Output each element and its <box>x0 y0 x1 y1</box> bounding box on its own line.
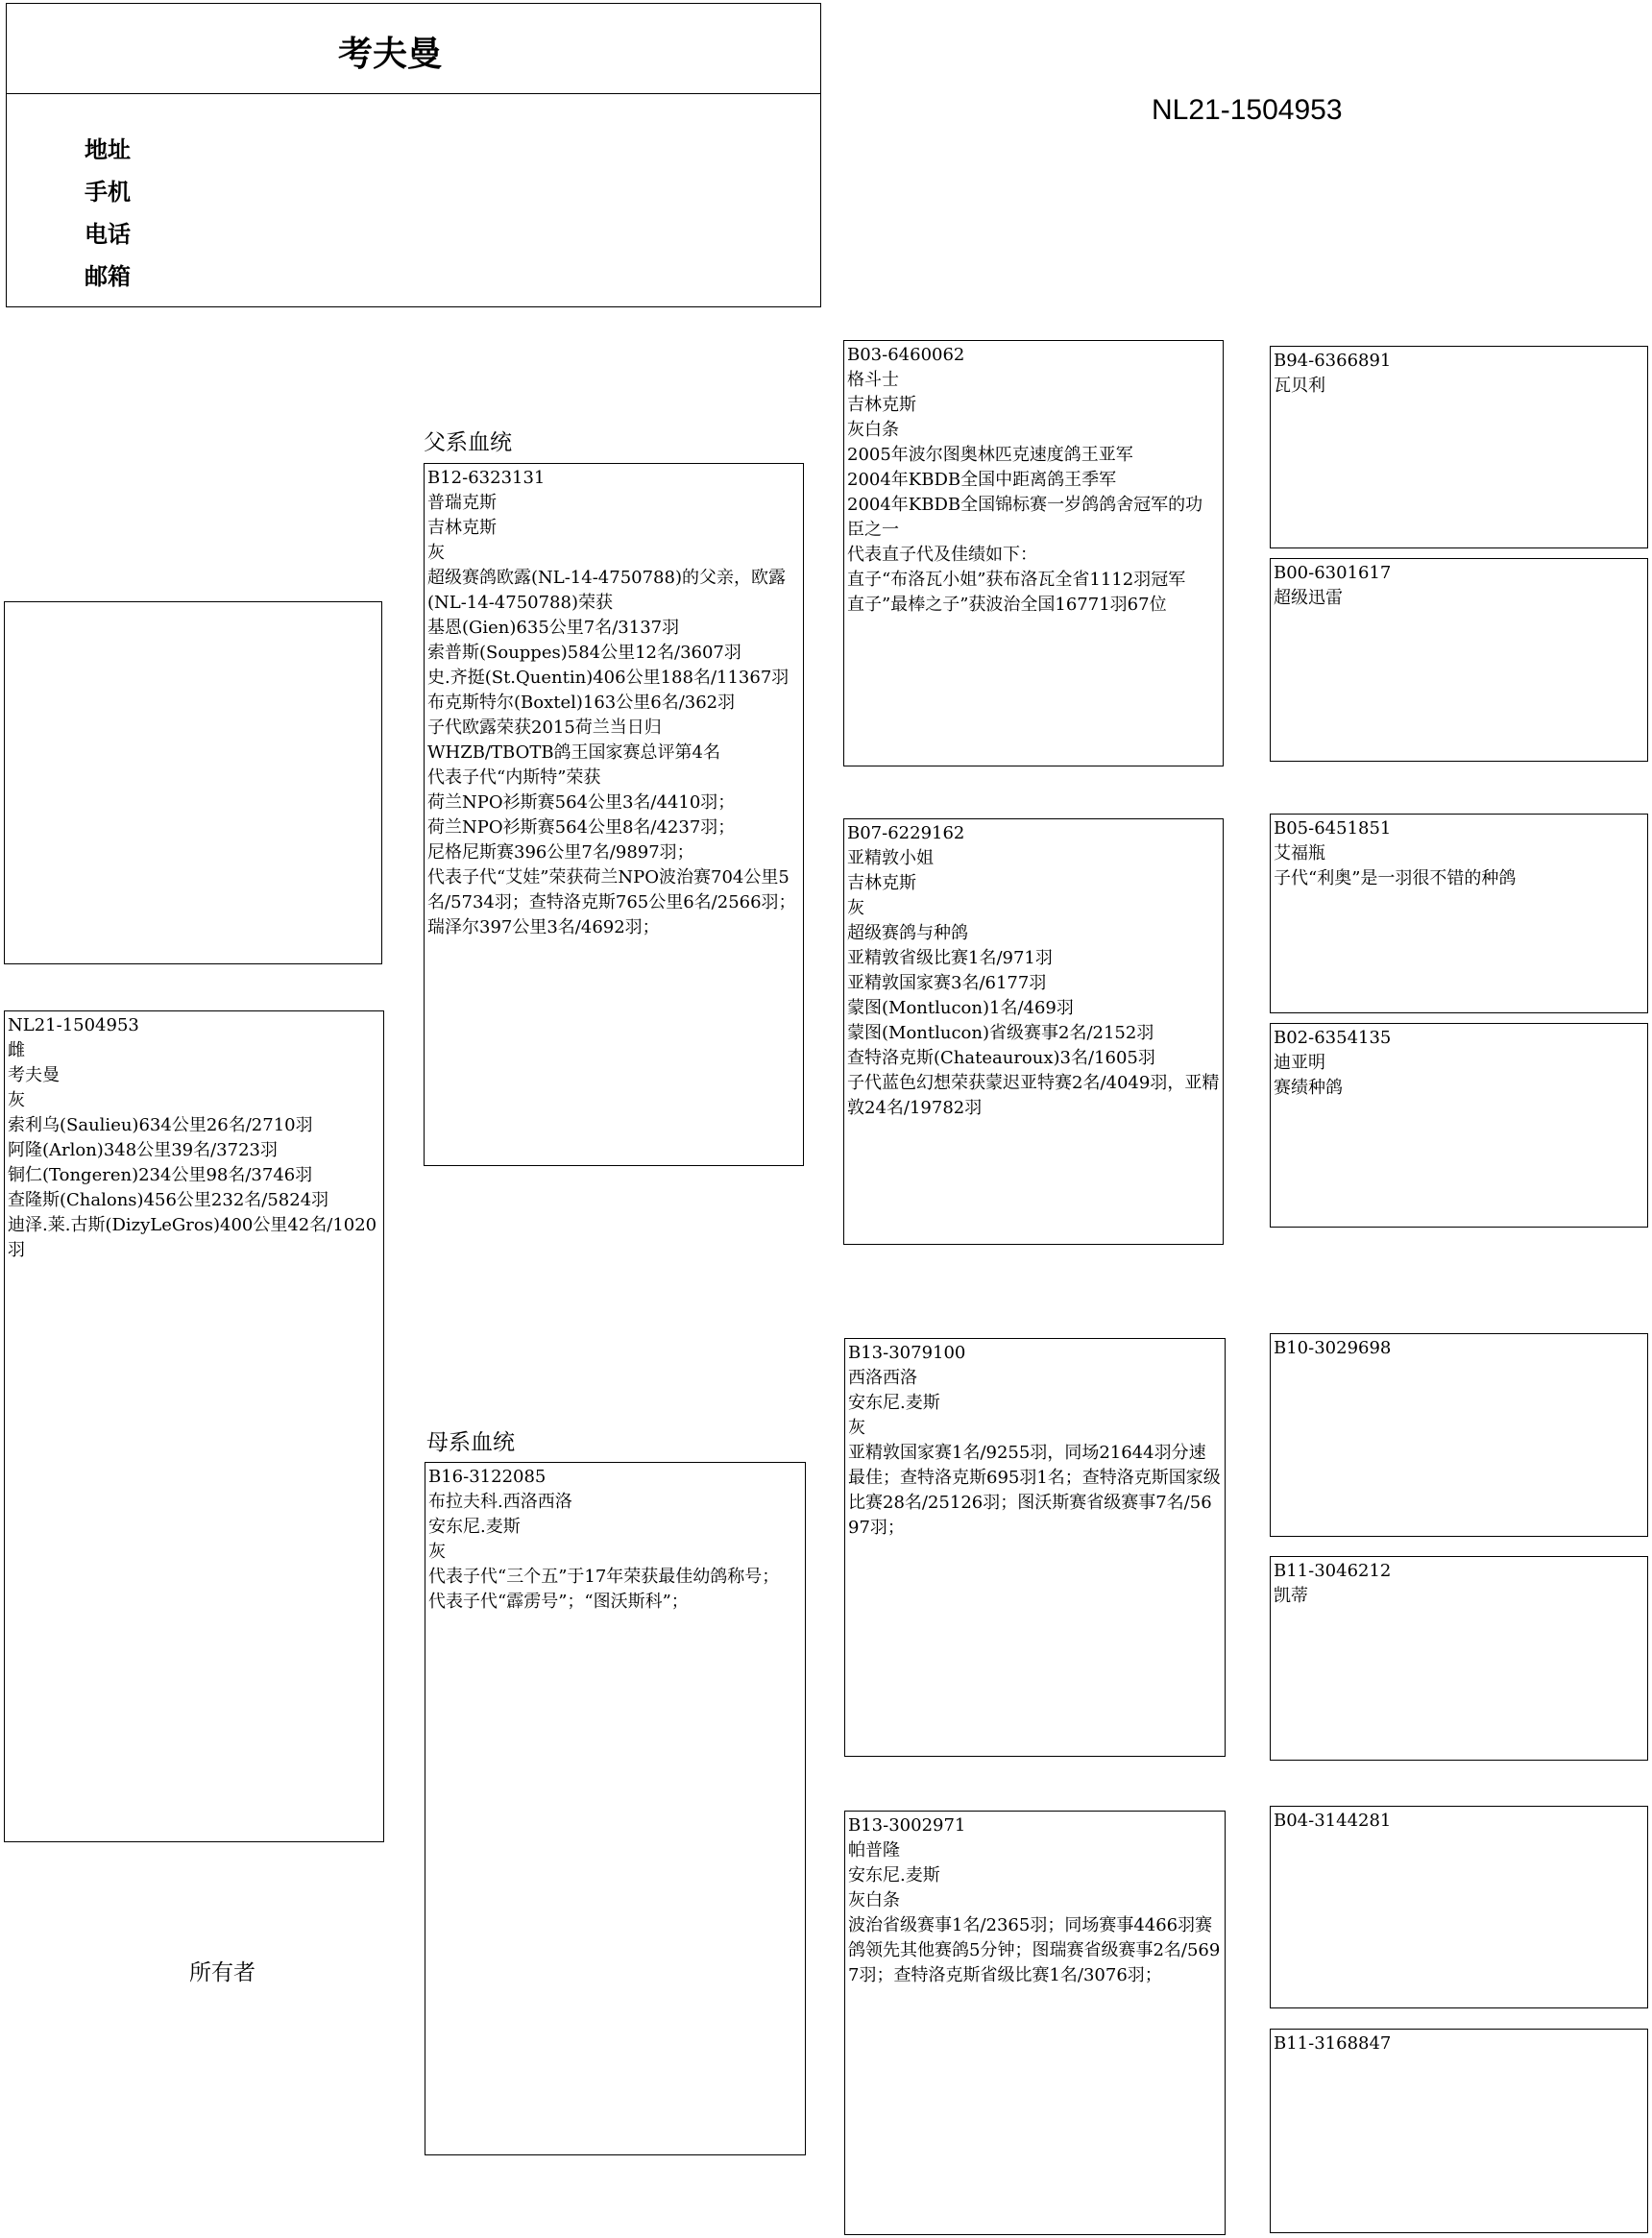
contact-fields <box>85 129 131 298</box>
pedigree-line: 2004年KBDB全国中距离鸽王季军 <box>847 470 1117 490</box>
owner-name-title: 考夫曼 <box>338 35 443 74</box>
pedigree-line: 西洛西洛 <box>848 1368 917 1388</box>
owner-label: 所有者 <box>189 1960 255 1985</box>
dam-sire-card <box>844 1338 1226 1757</box>
ring-number-text: B11-3046212 <box>1274 1561 1392 1581</box>
pedigree-line: WHZB/TBOTB鸽王国家赛总评第4名 <box>427 742 721 763</box>
phone-label: 电话 <box>85 221 131 248</box>
photo-frame <box>4 601 382 964</box>
pedigree-line: 蒙图(Montlucon)省级赛事2名/2152羽 <box>847 1023 1154 1043</box>
pedigree-line: 艾福瓶 <box>1274 843 1325 864</box>
pedigree-line: 荷兰NPO衫斯赛564公里3名/4410羽； <box>427 792 736 813</box>
pedigree-line: 考夫曼 <box>8 1065 60 1085</box>
pedigree-line: 代表直子代及佳绩如下： <box>847 545 1037 565</box>
ring-number-text: B13-3002971 <box>848 1815 966 1836</box>
pedigree-line: 亚精敦国家赛1名/9255羽，同场21644羽分速最佳；查特洛克斯695羽1名；查特洛克斯国家级比赛28名/25126羽；图沃斯赛省级赛事7名/5697羽； <box>848 1443 1221 1538</box>
pedigree-line: 赛绩种鸽 <box>1274 1078 1343 1098</box>
pedigree-line: 查特洛克斯(Chateauroux)3名/1605羽 <box>847 1048 1155 1068</box>
gg-card-8 <box>1270 2029 1648 2233</box>
gg-card-6 <box>1270 1556 1648 1761</box>
pedigree-line: 格斗士 <box>847 370 899 390</box>
gg-card-2 <box>1270 558 1648 762</box>
gg-card-4 <box>1270 1023 1648 1228</box>
ring-number-text: B10-3029698 <box>1274 1338 1392 1358</box>
pedigree-line: 瓦贝利 <box>1274 376 1325 396</box>
pedigree-line: 迪泽.莱.古斯(DizyLeGros)400公里42名/1020羽 <box>8 1215 377 1260</box>
pedigree-line: 灰 <box>428 1542 446 1562</box>
pedigree-line: 亚精敦省级比赛1名/971羽 <box>847 948 1053 968</box>
pedigree-line: 安东尼.麦斯 <box>848 1865 940 1885</box>
pedigree-line: 超级赛鸽与种鸽 <box>847 923 968 943</box>
pedigree-line: 吉林克斯 <box>427 518 497 538</box>
gg-card-7 <box>1270 1806 1648 2008</box>
ring-number-text: B03-6460062 <box>847 345 965 365</box>
pedigree-line: 基恩(Gien)635公里7名/3137羽 <box>427 618 680 638</box>
pedigree-line: 迪亚明 <box>1274 1053 1325 1073</box>
pedigree-line: 布拉夫科.西洛西洛 <box>428 1492 572 1512</box>
pedigree-line: 荷兰NPO衫斯赛564公里8名/4237羽； <box>427 817 736 838</box>
sire-card <box>424 463 804 1166</box>
pedigree-line: 索利乌(Saulieu)634公里26名/2710羽 <box>8 1115 313 1135</box>
pedigree-line: 蒙图(Montlucon)1名/469羽 <box>847 998 1074 1018</box>
mobile-label: 手机 <box>85 179 131 206</box>
pedigree-line: 2005年波尔图奥林匹克速度鸽王亚军 <box>847 445 1133 465</box>
pedigree-line: 代表子代“艾娃”荣获荷兰NPO波治赛704公里5名/5734羽；查特洛克斯765公里6名/2566羽；瑞泽尔397公里3名/4692羽； <box>427 867 796 937</box>
pedigree-line: 2004年KBDB全国锦标赛一岁鸽鸽舍冠军的功臣之一 <box>847 495 1203 540</box>
pedigree-line: 代表子代“内斯特”荣获 <box>427 767 601 788</box>
pedigree-line: 雌 <box>8 1040 25 1060</box>
pedigree-line: 灰 <box>8 1090 25 1110</box>
pedigree-line: 普瑞克斯 <box>427 493 497 513</box>
ring-number-text: B94-6366891 <box>1274 351 1392 371</box>
pedigree-line: 史.齐挺(St.Quentin)406公里188名/11367羽 <box>427 668 790 688</box>
pedigree-line: 直子“布洛瓦小姐”获布洛瓦全省1112羽冠军 <box>847 570 1186 590</box>
pedigree-line: 直子”最棒之子”获波治全国16771羽67位 <box>847 595 1167 615</box>
pedigree-line: 凯蒂 <box>1274 1586 1308 1606</box>
pedigree-line: 子代欧露荣获2015荷兰当日归 <box>427 718 662 738</box>
ring-number-text: B13-3079100 <box>848 1343 966 1363</box>
pedigree-line: 亚精敦国家赛3名/6177羽 <box>847 973 1047 993</box>
pedigree-line: 灰 <box>847 898 864 918</box>
gg-card-5 <box>1270 1333 1648 1537</box>
pedigree-line: 吉林克斯 <box>847 873 916 893</box>
pedigree-line: 子代“利奥”是一羽很不错的种鸽 <box>1274 868 1517 888</box>
ring-number-text: B02-6354135 <box>1274 1028 1392 1048</box>
address-label: 地址 <box>85 136 131 163</box>
pedigree-line: 阿隆(Arlon)348公里39名/3723羽 <box>8 1140 278 1160</box>
pedigree-line: 安东尼.麦斯 <box>428 1517 521 1537</box>
sire-line-label: 父系血统 <box>424 430 512 455</box>
pedigree-line: 亚精敦小姐 <box>847 848 934 868</box>
pedigree-line: 超级赛鸽欧露(NL-14-4750788)的父亲，欧露(NL-14-4750788)荣获 <box>427 568 786 613</box>
pedigree-line: 吉林克斯 <box>847 395 916 415</box>
ring-number-text: NL21-1504953 <box>8 1015 139 1035</box>
pedigree-line: 波治省级赛事1名/2365羽；同场赛事4466羽赛鸽领先其他赛鸽5分钟；图瑞赛省级赛事2名/5697羽；查特洛克斯省级比赛1名/3076羽； <box>848 1915 1221 1985</box>
ring-number-text: B05-6451851 <box>1274 818 1392 839</box>
pedigree-line: 代表子代“三个五”于17年荣获最佳幼鸽称号； <box>428 1567 780 1587</box>
subject-pigeon-card <box>4 1010 384 1842</box>
dam-card <box>425 1462 806 2155</box>
pedigree-line: 索普斯(Souppes)584公里12名/3607羽 <box>427 643 741 663</box>
pedigree-line: 子代蓝色幻想荣获蒙迟亚特赛2名/4049羽，亚精敦24名/19782羽 <box>847 1073 1220 1118</box>
pedigree-line: 灰白条 <box>847 420 899 440</box>
pedigree-line: 查隆斯(Chalons)456公里232名/5824羽 <box>8 1190 329 1210</box>
pedigree-line: 布克斯特尔(Boxtel)163公里6名/362羽 <box>427 693 736 713</box>
ring-number-text: B04-3144281 <box>1274 1811 1392 1831</box>
gg-card-1 <box>1270 346 1648 548</box>
pedigree-line: 帕普隆 <box>848 1840 900 1861</box>
pedigree-line: 代表子代“霹雳号”；“图沃斯科”； <box>428 1592 689 1612</box>
sire-dam-card <box>843 818 1224 1245</box>
dam-line-label: 母系血统 <box>426 1430 515 1455</box>
ring-number-text: B00-6301617 <box>1274 563 1392 583</box>
header-title-divider <box>6 93 821 94</box>
dam-dam-card <box>844 1811 1226 2235</box>
pedigree-line: 超级迅雷 <box>1274 588 1343 608</box>
pedigree-line: 尼格尼斯赛396公里7名/9897羽； <box>427 842 694 863</box>
pedigree-line: 铜仁(Tongeren)234公里98名/3746羽 <box>8 1165 313 1185</box>
pedigree-line: 灰 <box>427 543 445 563</box>
sire-sire-card <box>843 340 1224 766</box>
ring-number: NL21-1504953 <box>1152 94 1343 126</box>
pedigree-line: 灰白条 <box>848 1890 900 1910</box>
ring-number-text: B11-3168847 <box>1274 2033 1392 2054</box>
pedigree-line: 灰 <box>848 1418 865 1438</box>
ring-number-text: B12-6323131 <box>427 468 546 488</box>
pedigree-line: 安东尼.麦斯 <box>848 1393 940 1413</box>
ring-number-text: B07-6229162 <box>847 823 965 843</box>
email-label: 邮箱 <box>85 263 131 290</box>
ring-number-text: B16-3122085 <box>428 1467 547 1487</box>
gg-card-3 <box>1270 814 1648 1013</box>
